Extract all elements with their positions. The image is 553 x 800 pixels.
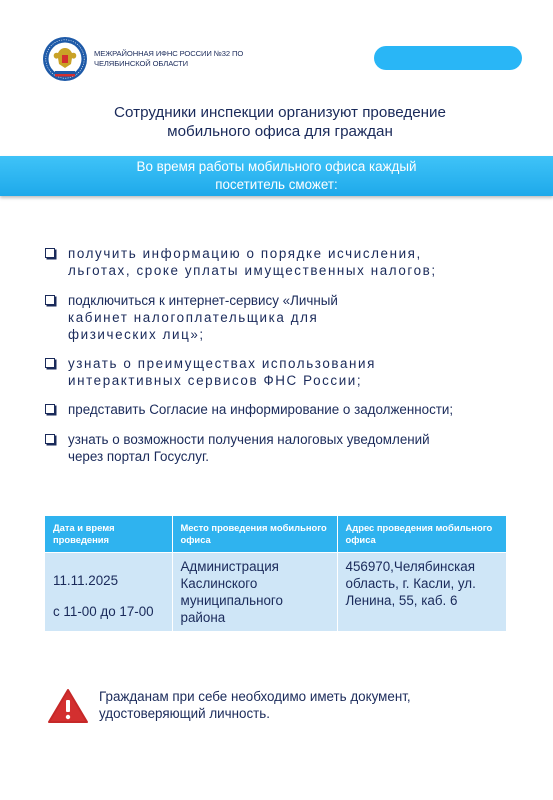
services-list: [44, 245, 534, 465]
warning-notice: [47, 688, 527, 728]
event-time: с 11-00 до 17-00: [53, 604, 154, 619]
info-banner: [0, 156, 553, 196]
warning-triangle-icon: [47, 688, 89, 724]
list-item-line: льготах, сроке уплаты имущественных налогов;: [68, 263, 437, 278]
title-line-1: Сотрудники инспекции организуют проведение: [114, 104, 446, 121]
header: [42, 36, 522, 84]
banner-line-1: Во время работы мобильного офиса каждый: [136, 159, 417, 174]
list-item-line: получить информацию о порядке исчисления,: [68, 246, 422, 261]
banner-line-2: посетитель сможет:: [215, 177, 338, 192]
list-item-line: представить Согласие на информирование о задолженности;: [68, 402, 454, 417]
checkbox-bullet-icon: [45, 248, 55, 258]
list-item-line: интерактивных сервисов ФНС России;: [68, 373, 363, 388]
list-item-line: кабинет налогоплательщика для: [68, 310, 319, 325]
list-item-line: подключиться к интернет-сервису «Личный: [68, 293, 338, 308]
list-item: [44, 245, 534, 279]
table-row: [45, 553, 506, 632]
list-item: [44, 292, 534, 343]
list-item-line: узнать о возможности получения налоговых уведомлений: [68, 432, 430, 447]
cell-address: 456970,Челябинская область, г. Касли, ул. Ленина, 55, каб. 6: [337, 553, 506, 632]
header-address: Адрес проведения мобильного офиса: [337, 516, 506, 553]
list-item-line: физических лиц»;: [68, 327, 205, 342]
org-line-2: ЧЕЛЯБИНСКОЙ ОБЛАСТИ: [94, 59, 189, 68]
list-item-line: через портал Госуслуг.: [68, 449, 209, 464]
checkbox-bullet-icon: [45, 358, 55, 368]
warning-line-2: удостоверяющий личность.: [99, 706, 270, 721]
list-item: [44, 355, 534, 389]
fns-emblem-icon: [42, 36, 88, 82]
cell-date-time: [45, 553, 172, 632]
checkbox-bullet-icon: [45, 404, 55, 414]
table-header-row: [45, 516, 506, 553]
title-line-2: мобильного офиса для граждан: [167, 123, 393, 140]
header-date-time: Дата и время проведения: [45, 516, 172, 553]
org-line-1: МЕЖРАЙОННАЯ ИФНС РОССИИ №32 ПО: [94, 49, 244, 58]
list-item: [44, 401, 534, 418]
event-date: 11.11.2025: [53, 573, 119, 588]
page-title: [60, 103, 500, 141]
organization-name: [94, 49, 284, 69]
list-item: [44, 431, 534, 465]
checkbox-bullet-icon: [45, 295, 55, 305]
header-decorative-pill: [374, 46, 522, 70]
cell-place: Администрация Каслинского муниципального района: [172, 553, 337, 632]
checkbox-bullet-icon: [45, 434, 55, 444]
schedule-table: [45, 516, 506, 631]
list-item-line: узнать о преимуществах использования: [68, 356, 376, 371]
warning-line-1: Гражданам при себе необходимо иметь документ,: [99, 689, 411, 704]
header-place: Место проведения мобильного офиса: [172, 516, 337, 553]
warning-text: [99, 688, 411, 722]
